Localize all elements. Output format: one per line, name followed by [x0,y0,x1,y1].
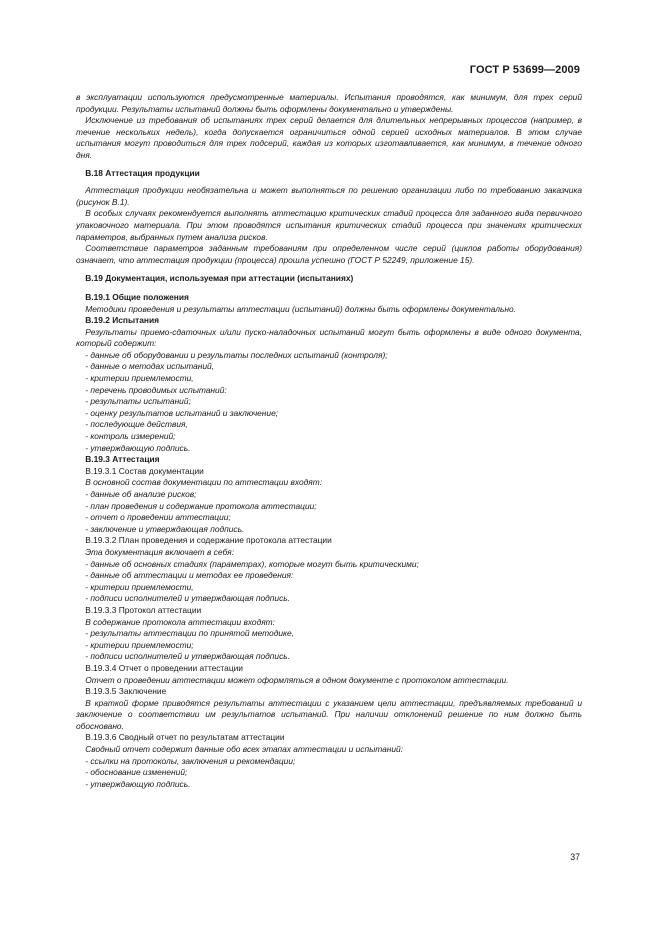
section-b19-3-4-text: Отчет о проведении аттестации может оформляться в одном документе с протоколом аттестации. [85,674,509,685]
list-item: - данные о методах испытаний, [85,361,215,372]
list-item: - подписи исполнителей и утверждающая подпись. [85,593,290,604]
list-item: - отчет о проведении аттестации; [85,512,231,523]
section-b19-3-1-text: В основной состав документации по аттестации входят: [85,477,323,488]
section-b19-2-heading: В.19.2 Испытания [85,315,159,326]
section-b19-3-6-text: Сводный отчет содержит данные обо всех этапах аттестации и испытаний: [85,744,404,755]
section-b18-heading: В.18 Аттестация продукции [85,167,200,178]
section-b19-2-text: Результаты приемо-сдаточных и/или пуско-наладочных испытаний могут быть оформлены в виде одного документа, который содержит: [76,326,582,349]
section-b19-heading: В.19 Документация, используемая при аттестации (испытаниях) [85,273,354,284]
section-b19-1-heading: В.19.1 Общие положения [85,291,189,302]
section-b19-3-4-heading: В.19.3.4 Отчет о проведении аттестации [85,662,243,673]
section-b19-1-text: Методики проведения и результаты аттестации (испытаний) должны быть оформлены документально. [85,303,516,314]
page-body [76,92,582,790]
list-item: - последующие действия, [85,419,188,430]
document-code-header: ГОСТ Р 53699—2009 [469,64,580,76]
list-item: - контроль измерений; [85,431,176,442]
section-b19-3-1-heading: В.19.3.1 Состав документации [85,465,204,476]
section-b19-3-heading: В.19.3 Аттестация [85,454,160,465]
section-b19-3-2-heading: В.19.3.2 План проведения и содержание протокола аттестации [85,535,332,546]
section-b18-paragraph-3: Соответствие параметров заданным требованиям при определенном числе серий (циклов работы оборудования) означает, что аттестация продукции (процесса) прошла успешно (ГОСТ Р 52249, приложение 15). [76,243,582,265]
list-item: - обоснование изменений; [85,767,188,778]
section-b19-3-6-heading: В.19.3.6 Сводный отчет по результатам аттестации [85,732,285,743]
list-item: - ссылки на протоколы, заключения и рекомендации; [85,755,296,766]
intro-paragraph-1: в эксплуатации используются предусмотренные материалы. Испытания проводятся, как минимум, для трех серий продукции. Результаты испытаний должны быть оформлены документально и утверждены. [76,92,582,114]
list-item: - данные об основных стадиях (параметрах), которые могут быть критическими; [85,558,419,569]
section-b19-3-5-text: В краткой форме приводятся результаты аттестации с указанием цели аттестации, предъявляемых требований и заключение о соответствии им результатов испытаний. При наличии отклонений решение по ним должно быть обосновано. [76,697,582,731]
list-item: - результаты испытаний; [85,396,191,407]
list-item: - утверждающую подпись. [85,442,191,453]
list-item: - критерии приемлемости, [85,373,194,384]
section-b18-paragraph-2: В особых случаях рекомендуется выполнять аттестацию критических стадий процесса для заданного вида первичного упаковочного материала. При этом проводятся испытания критических стадий процесса при значениях критических параметров, выбранных путем анализа рисков. [76,208,582,242]
section-b19-3-3-heading: В.19.3.3 Протокол аттестации [85,604,202,615]
list-item: - заключение и утверждающая подпись. [85,523,245,534]
list-item: - утверждающую подпись. [85,778,191,789]
list-item: - оценку результатов испытаний и заключение; [85,407,279,418]
list-item: - подписи исполнителей и утверждающая подпись. [85,651,290,662]
list-item: - перечень проводимых испытаний: [85,384,227,395]
list-item: - критерии приемлемости; [85,639,194,650]
list-item: - критерии приемлемости, [85,581,194,592]
intro-paragraph-2: Исключение из требования об испытаниях трех серий делается для длительных непрерывных процессов (например, в течение нескольких недель), когда допускается ограничиться одной серией исходных материалов. В этом случае испытания могут проводиться для трех подсерий, каждая из которых изготавливается, как минимум, в течение одного дня. [76,115,582,160]
section-b19-3-3-text: В содержание протокола аттестации входят: [85,616,275,627]
list-item: - результаты аттестации по принятой методике, [85,628,294,639]
list-item: - данные об анализе рисков; [85,489,197,499]
page-number: 37 [570,852,580,862]
section-b19-3-2-text: Эта документация включает в себя: [85,546,234,557]
section-b18-paragraph-1: Аттестация продукции необязательна и может выполняться по решению организации либо по требованию заказчика (рисунок В.1). [76,185,582,207]
list-item: - план проведения и содержание протокола аттестации; [85,500,317,511]
list-item: - данные об оборудовании и результаты последних испытаний (контроля); [85,349,388,360]
list-item: - данные об аттестации и методах ее проведения: [85,570,294,581]
section-b19-3-5-heading: В.19.3.5 Заключение [85,686,167,697]
